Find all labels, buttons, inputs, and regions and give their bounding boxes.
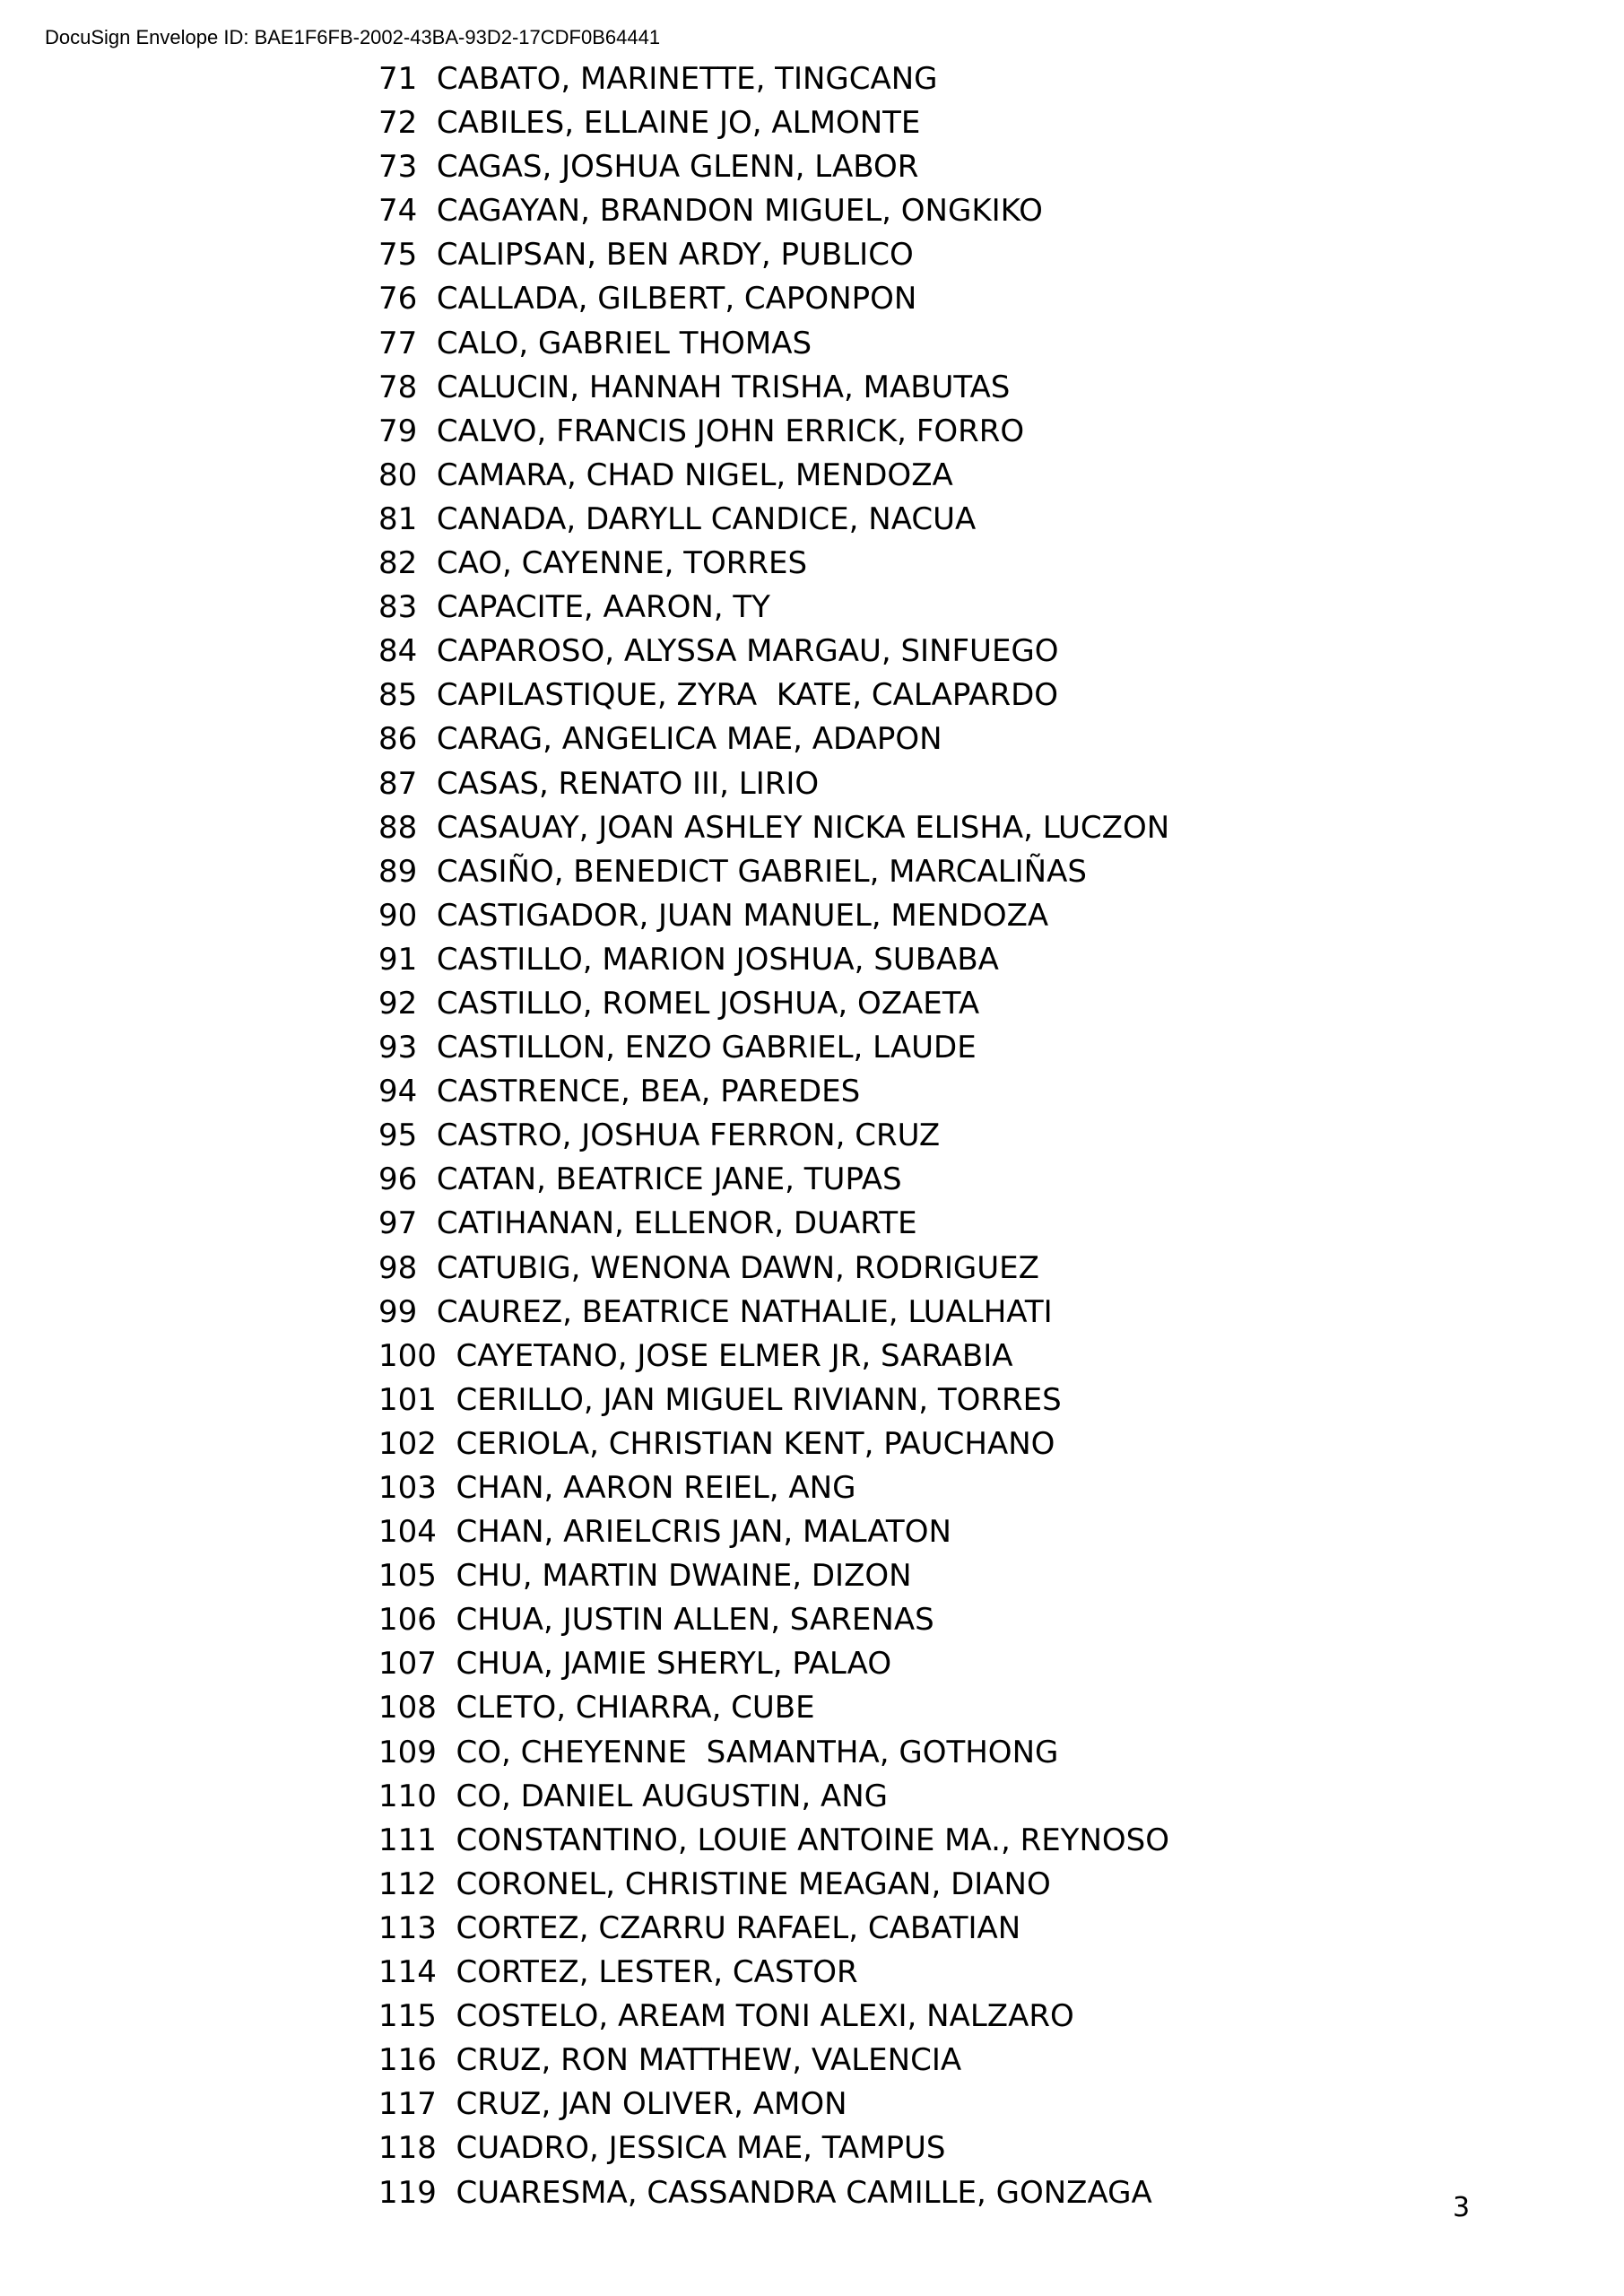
list-item	[378, 1598, 1169, 1642]
entry-name: CONSTANTINO, LOUIE ANTOINE MA., REYNOSO	[456, 1822, 1169, 1858]
entry-name: CAPACITE, AARON, TY	[436, 589, 770, 626]
entry-number: 116	[378, 2042, 437, 2079]
list-item	[378, 1114, 1169, 1158]
entry-number: 97	[378, 1205, 418, 1242]
entry-name: COSTELO, AREAM TONI ALEXI, NALZARO	[456, 1998, 1074, 2035]
list-item	[378, 982, 1169, 1026]
entry-number: 104	[378, 1514, 437, 1551]
entry-number: 107	[378, 1646, 437, 1683]
list-item	[378, 233, 1169, 277]
list-item	[378, 806, 1169, 850]
docusign-envelope-id: DocuSign Envelope ID: BAE1F6FB-2002-43BA-93D2-17CDF0B64441	[45, 26, 661, 48]
entry-number: 110	[378, 1778, 437, 1814]
list-item	[378, 850, 1169, 894]
entry-name: CLETO, CHIARRA, CUBE	[456, 1690, 815, 1726]
entry-name: CASTRO, JOSHUA FERRON, CRUZ	[436, 1118, 941, 1154]
entry-name: CALLADA, GILBERT, CAPONPON	[436, 281, 917, 317]
list-item	[378, 1907, 1169, 1951]
entry-name: CORTEZ, LESTER, CASTOR	[456, 1954, 858, 1991]
entry-number: 74	[378, 193, 418, 230]
list-item	[378, 542, 1169, 586]
list-item	[378, 1995, 1169, 2039]
entry-number: 118	[378, 2130, 437, 2167]
list-item	[378, 1819, 1169, 1863]
list-item	[378, 1422, 1169, 1466]
list-item	[378, 1731, 1169, 1775]
entry-name: CASAUAY, JOAN ASHLEY NICKA ELISHA, LUCZON	[436, 809, 1170, 846]
entry-name: CATAN, BEATRICE JANE, TUPAS	[436, 1161, 902, 1198]
entry-name: CAGAYAN, BRANDON MIGUEL, ONGKIKO	[436, 193, 1043, 230]
entry-name: CASTILLON, ENZO GABRIEL, LAUDE	[436, 1030, 977, 1066]
page-number: 3	[1453, 2192, 1471, 2223]
list-item	[378, 630, 1169, 674]
list-item	[378, 1775, 1169, 1819]
list-item	[378, 1686, 1169, 1730]
list-item	[378, 2083, 1169, 2126]
list-item	[378, 189, 1169, 233]
entry-number: 94	[378, 1074, 418, 1110]
entry-number: 80	[378, 457, 418, 493]
entry-number: 85	[378, 677, 418, 714]
list-item	[378, 498, 1169, 542]
entry-name: CASIÑO, BENEDICT GABRIEL, MARCALIÑAS	[436, 853, 1087, 890]
list-item	[378, 1247, 1169, 1291]
entry-number: 71	[378, 61, 418, 97]
entry-number: 108	[378, 1690, 437, 1726]
entry-name: CASTRENCE, BEA, PAREDES	[436, 1074, 861, 1110]
entry-name: CALVO, FRANCIS JOHN ERRICK, FORRO	[436, 413, 1025, 449]
entry-name: CARAG, ANGELICA MAE, ADAPON	[436, 721, 942, 758]
entry-number: 119	[378, 2174, 437, 2211]
name-list	[378, 57, 1169, 2215]
entry-name: CAPILASTIQUE, ZYRA KATE, CALAPARDO	[436, 677, 1059, 714]
list-item	[378, 1291, 1169, 1335]
list-item	[378, 762, 1169, 806]
list-item	[378, 101, 1169, 145]
entry-number: 101	[378, 1381, 437, 1418]
entry-number: 100	[378, 1337, 437, 1374]
entry-name: CO, DANIEL AUGUSTIN, ANG	[456, 1778, 889, 1814]
list-item	[378, 1554, 1169, 1598]
entry-number: 88	[378, 809, 418, 846]
entry-name: CASTILLO, MARION JOSHUA, SUBABA	[436, 941, 999, 978]
entry-name: CANADA, DARYLL CANDICE, NACUA	[436, 500, 977, 537]
list-item	[378, 718, 1169, 761]
entry-name: CHUA, JAMIE SHERYL, PALAO	[456, 1646, 892, 1683]
entry-name: CASTILLO, ROMEL JOSHUA, OZAETA	[436, 985, 980, 1022]
entry-number: 111	[378, 1822, 437, 1858]
list-item	[378, 2126, 1169, 2170]
list-item	[378, 586, 1169, 630]
entry-number: 115	[378, 1998, 437, 2035]
entry-name: CAUREZ, BEATRICE NATHALIE, LUALHATI	[436, 1293, 1053, 1330]
entry-name: CAO, CAYENNE, TORRES	[436, 545, 808, 582]
entry-number: 83	[378, 589, 418, 626]
list-item	[378, 322, 1169, 366]
entry-number: 103	[378, 1470, 437, 1506]
entry-name: CUARESMA, CASSANDRA CAMILLE, GONZAGA	[456, 2174, 1152, 2211]
list-item	[378, 1951, 1169, 1995]
list-item	[378, 1642, 1169, 1686]
entry-name: CAPAROSO, ALYSSA MARGAU, SINFUEGO	[436, 633, 1059, 670]
list-item	[378, 277, 1169, 321]
list-item	[378, 1466, 1169, 1510]
entry-name: CAYETANO, JOSE ELMER JR, SARABIA	[456, 1337, 1013, 1374]
entry-number: 78	[378, 369, 418, 405]
list-item	[378, 410, 1169, 454]
entry-name: CO, CHEYENNE SAMANTHA, GOTHONG	[456, 1734, 1059, 1770]
entry-number: 93	[378, 1030, 418, 1066]
entry-name: CAMARA, CHAD NIGEL, MENDOZA	[436, 457, 953, 493]
entry-name: CABILES, ELLAINE JO, ALMONTE	[436, 105, 921, 142]
entry-number: 77	[378, 325, 418, 361]
entry-name: CATUBIG, WENONA DAWN, RODRIGUEZ	[436, 1249, 1039, 1286]
entry-number: 96	[378, 1161, 418, 1198]
entry-name: CRUZ, JAN OLIVER, AMON	[456, 2086, 847, 2123]
list-item	[378, 1378, 1169, 1422]
entry-name: CHU, MARTIN DWAINE, DIZON	[456, 1558, 912, 1595]
list-item	[378, 145, 1169, 189]
list-item	[378, 366, 1169, 410]
entry-number: 106	[378, 1602, 437, 1639]
entry-number: 81	[378, 500, 418, 537]
entry-name: CORONEL, CHRISTINE MEAGAN, DIANO	[456, 1866, 1051, 1902]
list-item	[378, 1026, 1169, 1070]
entry-name: CABATO, MARINETTE, TINGCANG	[436, 61, 938, 97]
list-item	[378, 454, 1169, 498]
entry-number: 89	[378, 853, 418, 890]
entry-number: 76	[378, 281, 418, 317]
entry-name: CALUCIN, HANNAH TRISHA, MABUTAS	[436, 369, 1011, 405]
list-item	[378, 1070, 1169, 1114]
entry-number: 92	[378, 985, 418, 1022]
entry-number: 82	[378, 545, 418, 582]
entry-number: 105	[378, 1558, 437, 1595]
list-item	[378, 894, 1169, 938]
list-item	[378, 1863, 1169, 1907]
entry-name: CALO, GABRIEL THOMAS	[436, 325, 812, 361]
list-item	[378, 1335, 1169, 1378]
list-item	[378, 2171, 1169, 2215]
list-item	[378, 938, 1169, 982]
entry-number: 102	[378, 1425, 437, 1462]
entry-number: 86	[378, 721, 418, 758]
entry-number: 98	[378, 1249, 418, 1286]
entry-name: CHAN, AARON REIEL, ANG	[456, 1470, 856, 1506]
list-item	[378, 1510, 1169, 1554]
entry-number: 99	[378, 1293, 418, 1330]
entry-number: 79	[378, 413, 418, 449]
entry-name: CATIHANAN, ELLENOR, DUARTE	[436, 1205, 917, 1242]
entry-name: CASAS, RENATO III, LIRIO	[436, 765, 820, 802]
entry-number: 91	[378, 941, 418, 978]
list-item	[378, 2039, 1169, 2083]
entry-number: 95	[378, 1118, 418, 1154]
list-item	[378, 57, 1169, 101]
list-item	[378, 1202, 1169, 1246]
entry-name: CHUA, JUSTIN ALLEN, SARENAS	[456, 1602, 934, 1639]
entry-number: 113	[378, 1909, 437, 1946]
entry-name: CHAN, ARIELCRIS JAN, MALATON	[456, 1514, 951, 1551]
entry-name: CERIOLA, CHRISTIAN KENT, PAUCHANO	[456, 1425, 1055, 1462]
list-item	[378, 1158, 1169, 1202]
entry-name: CORTEZ, CZARRU RAFAEL, CABATIAN	[456, 1909, 1021, 1946]
entry-number: 84	[378, 633, 418, 670]
entry-number: 75	[378, 237, 418, 274]
entry-number: 72	[378, 105, 418, 142]
entry-name: CUADRO, JESSICA MAE, TAMPUS	[456, 2130, 946, 2167]
entry-number: 117	[378, 2086, 437, 2123]
entry-name: CRUZ, RON MATTHEW, VALENCIA	[456, 2042, 962, 2079]
entry-number: 73	[378, 149, 418, 186]
entry-number: 114	[378, 1954, 437, 1991]
entry-name: CERILLO, JAN MIGUEL RIVIANN, TORRES	[456, 1381, 1062, 1418]
entry-name: CAGAS, JOSHUA GLENN, LABOR	[436, 149, 919, 186]
entry-number: 109	[378, 1734, 437, 1770]
entry-number: 90	[378, 897, 418, 934]
entry-number: 87	[378, 765, 418, 802]
entry-name: CALIPSAN, BEN ARDY, PUBLICO	[436, 237, 914, 274]
list-item	[378, 674, 1169, 718]
entry-name: CASTIGADOR, JUAN MANUEL, MENDOZA	[436, 897, 1049, 934]
entry-number: 112	[378, 1866, 437, 1902]
